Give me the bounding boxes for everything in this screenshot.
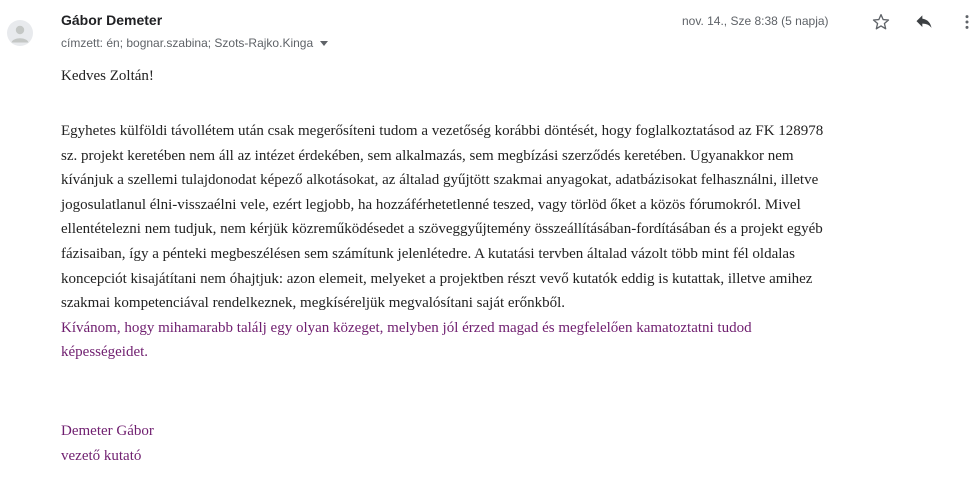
closing-line: képességeidet. bbox=[61, 344, 149, 361]
body-line: jogosulatlanul élni-visszaélni vele, ezért legjobb, ha hozzáférhetetlenné teszed, vagy törlöd őket a közös fórumokról. Mivel bbox=[61, 196, 801, 213]
body-line: fázisaiban, így a pénteki megbeszélésen sem számítunk jelenlétedre. A kutatási tervben általad vázolt több mint fél oldalas bbox=[61, 245, 795, 262]
body-line: Egyhetes külföldi távollétem után csak megerősíteni tudom a vezetőség korábbi döntését, hogy foglalkoztatásod az FK 128978 bbox=[61, 123, 824, 139]
body-line: kívánjuk a szellemi tulajdonodat képező alkotásokat, az általad gyűjtött szakmai anyagokat, adatbázisokat felhasználni, illetve bbox=[61, 172, 819, 189]
star-button[interactable] bbox=[869, 10, 893, 34]
chevron-down-icon[interactable] bbox=[320, 41, 328, 46]
signature-name: Demeter Gábor bbox=[61, 423, 154, 439]
closing-line: Kívánom, hogy mihamarabb találj egy olyan közeget, melyben jól érzed magad és megfelelően kamatoztatni tudod bbox=[61, 319, 752, 336]
message-date: nov. 14., Sze 8:38 (5 napja) bbox=[682, 14, 829, 28]
signature-title: vezető kutató bbox=[61, 447, 142, 464]
person-icon bbox=[7, 20, 33, 46]
recipients-text: címzett: én; bognar.szabina; Szots-Rajko.Kinga bbox=[61, 36, 314, 50]
recipients-line[interactable] bbox=[61, 36, 328, 50]
body-line: koncepciót kisajátítani nem óhajtjuk: azon elemeit, melyeket a projektben részt vevő kutatók eddig is kutattak, illetve amihez bbox=[61, 270, 813, 287]
reply-button[interactable] bbox=[912, 10, 936, 34]
greeting: Kedves Zoltán! bbox=[61, 68, 154, 84]
body-line: szakmai kompetenciával rendelkeznek, megkíséreljük megvalósítani saját erőnkből. bbox=[61, 295, 565, 312]
avatar[interactable] bbox=[7, 20, 33, 46]
message-paragraph bbox=[61, 119, 969, 365]
sender-name[interactable]: Gábor Demeter bbox=[61, 12, 163, 28]
body-line: sz. projekt keretében nem áll az intézet érdekében, sem alkalmazás, sem megbízási szerződés keretében. Ugyanakkor nem bbox=[61, 147, 794, 164]
more-options-button[interactable] bbox=[955, 10, 979, 34]
reply-icon bbox=[914, 12, 934, 32]
signature bbox=[61, 419, 154, 468]
body-line: ellentételezni nem tudjuk, nem kérjük közreműködésedet a szöveggyűjtemény összeállításában-fordításában és a projekt egyéb bbox=[61, 221, 823, 238]
message-header bbox=[0, 0, 980, 60]
star-icon bbox=[871, 12, 891, 32]
more-vert-icon bbox=[957, 12, 977, 32]
message-body bbox=[61, 64, 969, 464]
